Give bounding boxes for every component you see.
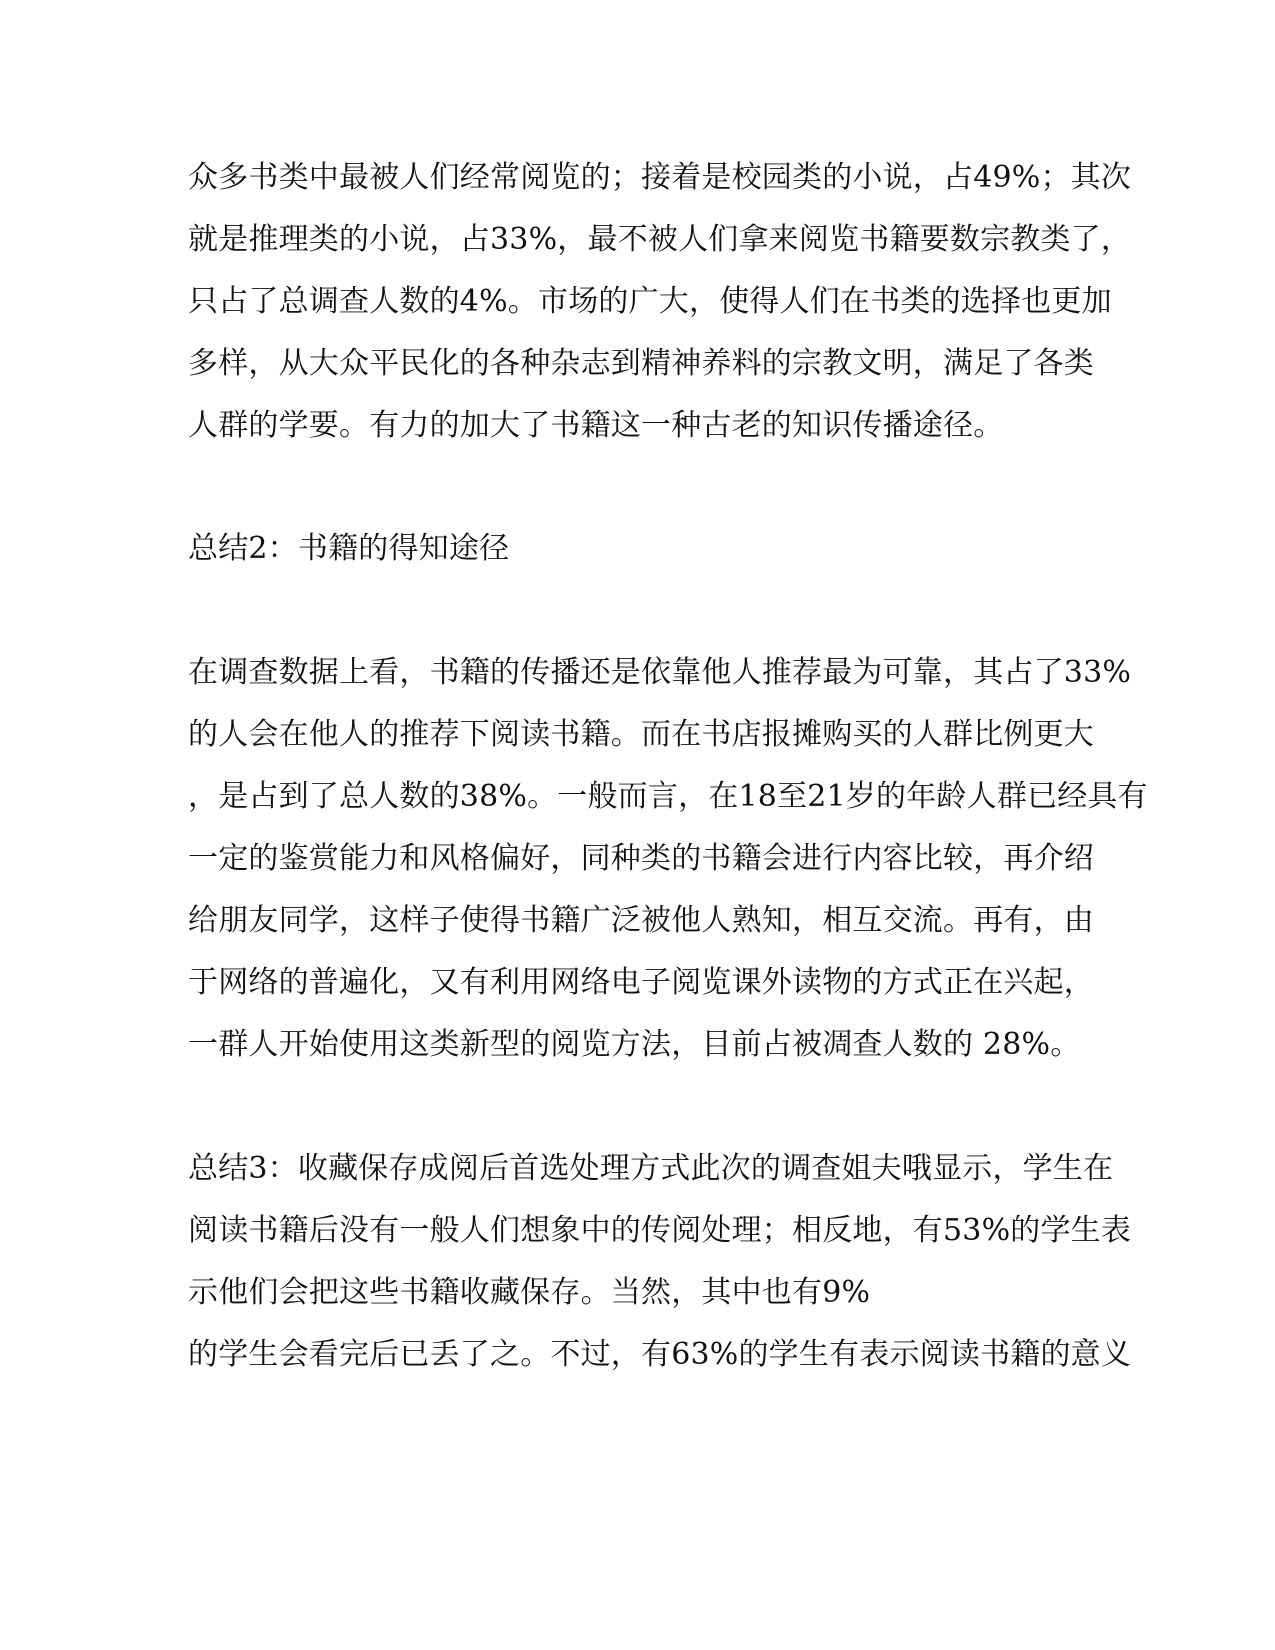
- paragraph-line: 的人会在他人的推荐下阅读书籍。而在书店报摊购买的人群比例更大: [188, 717, 1094, 752]
- paragraph-line: 示他们会把这些书籍收藏保存。当然，其中也有9%: [188, 1275, 871, 1310]
- section-heading: 总结2：书籍的得知途径: [188, 531, 510, 566]
- paragraph-line: 只占了总调查人数的4%。市场的广大，使得人们在书类的选择也更加: [188, 284, 1112, 319]
- paragraph-line: 给朋友同学，这样子使得书籍广泛被他人熟知，相互交流。再有，由: [188, 903, 1094, 938]
- paragraph-line: 人群的学要。有力的加大了书籍这一种古老的知识传播途径。: [188, 408, 1004, 443]
- paragraph-line: 阅读书籍后没有一般人们想象中的传阅处理；相反地，有53%的学生表: [188, 1213, 1132, 1248]
- paragraph-line: ，是占到了总人数的38%。一般而言，在18至21岁的年龄人群已经具有: [188, 779, 1148, 814]
- paragraph-line: 于网络的普遍化，又有利用网络电子阅览课外读物的方式正在兴起，: [188, 965, 1094, 1000]
- paragraph-line: 的学生会看完后已丢了之。不过，有63%的学生有表示阅读书籍的意义: [188, 1337, 1132, 1372]
- paragraph-line: 多样，从大众平民化的各种杂志到精神养料的宗教文明，满足了各类: [188, 346, 1094, 381]
- paragraph-line: 就是推理类的小说，占33%，最不被人们拿来阅览书籍要数宗教类了，: [188, 222, 1132, 257]
- paragraph-line: 一定的鉴赏能力和风格偏好，同种类的书籍会进行内容比较，再介绍: [188, 841, 1094, 876]
- paragraph-line: 在调查数据上看，书籍的传播还是依靠他人推荐最为可靠，其占了33%: [188, 655, 1132, 690]
- paragraph-line: 总结3：收藏保存成阅后首选处理方式此次的调查姐夫哦显示，学生在: [188, 1151, 1114, 1186]
- paragraph-line: 一群人开始使用这类新型的阅览方法，目前占被凋查人数的 28%。: [188, 1027, 1081, 1062]
- paragraph-line: 众多书类中最被人们经常阅览的；接着是校园类的小说，占49%；其次: [188, 160, 1132, 195]
